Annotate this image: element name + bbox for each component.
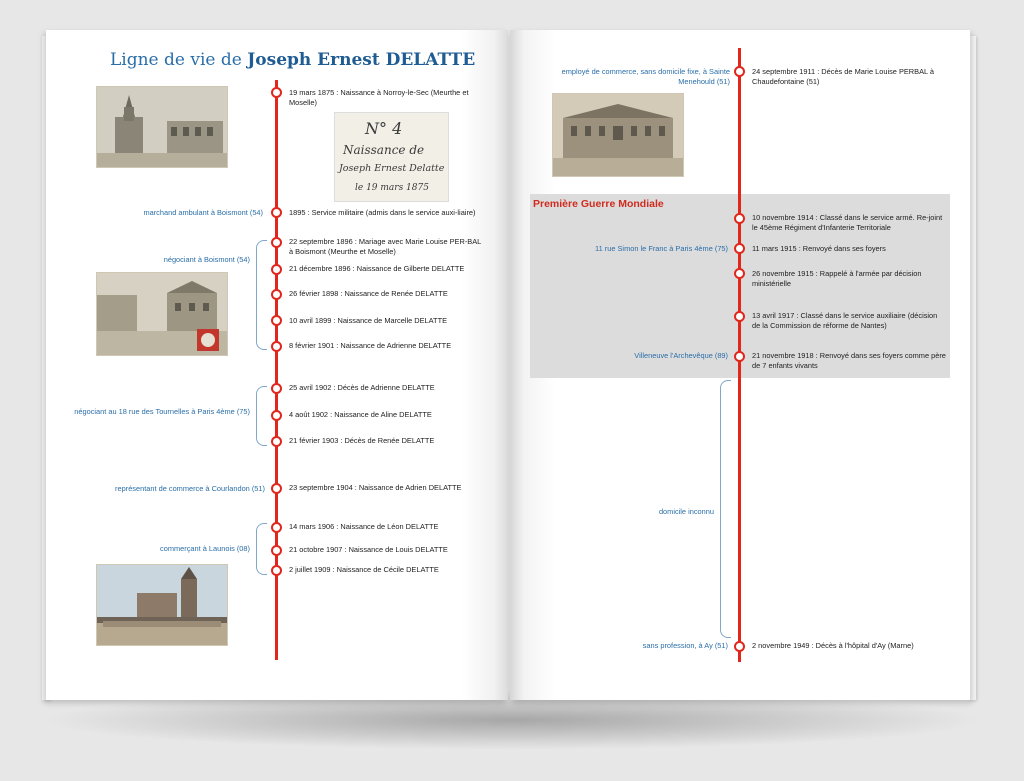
event-death: 2 novembre 1949 : Décès à l'hôpital d'Ay (Marne)	[752, 641, 914, 650]
timeline-dot	[271, 410, 282, 421]
photo-sainte-menehould	[552, 93, 684, 177]
photo-norroy-church	[96, 86, 228, 168]
photo-boismont-street	[96, 272, 228, 356]
event-death-renee: 21 février 1903 : Décès de Renée DELATTE	[289, 436, 435, 445]
event-birth-renee: 26 février 1898 : Naissance de Renée DELATTE	[289, 289, 448, 298]
timeline-dot	[734, 243, 745, 254]
event-death-adrienne: 25 avril 1902 : Décès de Adrienne DELATTE	[289, 383, 435, 392]
event-birth-cecile: 2 juillet 1909 : Naissance de Cécile DELATTE	[289, 565, 439, 574]
event-birth-adrienne: 8 février 1901 : Naissance de Adrienne DELATTE	[289, 341, 452, 350]
place-negociant-boismont: négociant à Boismont (54)	[163, 255, 250, 264]
event-death-marie-louise: 24 septembre 1911 : Décès de Marie Louise PERBAL à Chaudefontaine (51)	[752, 67, 934, 86]
place-sainte-menehould: employé de commerce, sans domicile fixe, à Sainte Menehould (51)	[561, 67, 730, 86]
event-sent-home-1918: 21 novembre 1918 : Renvoyé dans ses foyers comme père de 7 enfants vivants	[752, 351, 946, 370]
record-name: Joseph Ernest Delatte	[339, 163, 445, 174]
record-number: N° 4	[365, 119, 403, 138]
timeline-dot	[734, 66, 745, 77]
wwi-title: Première Guerre Mondiale	[533, 198, 664, 210]
event-sent-home-1915: 11 mars 1915 : Renvoyé dans ses foyers	[752, 244, 886, 253]
title-name: Joseph Ernest DELATTE	[247, 50, 476, 70]
place-simon-le-franc: 11 rue Simon le Franc à Paris 4ème (75)	[595, 244, 728, 253]
photo-birth-record	[334, 112, 449, 202]
timeline-dot	[271, 565, 282, 576]
record-date: le 19 mars 1875	[355, 183, 429, 193]
timeline-dot	[271, 436, 282, 447]
event-birth-leon: 14 mars 1906 : Naissance de Léon DELATTE	[289, 522, 439, 531]
event-armed-service: 10 novembre 1914 : Classé dans le service armé. Re-joint le 45ème Régiment d'Infanterie Territoriale	[752, 213, 943, 232]
timeline-dot	[271, 264, 282, 275]
timeline-dot	[271, 383, 282, 394]
timeline-dot	[734, 268, 745, 279]
timeline-dot	[734, 213, 745, 224]
timeline-dot	[271, 87, 282, 98]
record-heading: Naissance de	[343, 143, 425, 157]
timeline-dot	[271, 207, 282, 218]
timeline-dot	[734, 641, 745, 652]
event-birth-adrien: 23 septembre 1904 : Naissance de Adrien DELATTE	[289, 483, 462, 492]
place-ay: sans profession, à Ay (51)	[642, 641, 728, 650]
place-paris-tournelles: négociant au 18 rue des Tournelles à Paris 4ème (75)	[74, 407, 250, 416]
event-birth: 19 mars 1875 : Naissance à Norroy-le-Sec (Meurthe et Moselle)	[289, 88, 469, 107]
event-birth-marcelle: 10 avril 1899 : Naissance de Marcelle DELATTE	[289, 316, 448, 325]
period-brace	[256, 240, 267, 350]
event-marriage: 22 septembre 1896 : Mariage avec Marie Louise PER-BAL à Boismont (Meurthe et Moselle)	[289, 237, 481, 256]
timeline-dot	[734, 351, 745, 362]
timeline-dot	[271, 237, 282, 248]
event-auxiliary-service: 13 avril 1917 : Classé dans le service auxiliaire (décision de la Commission de réforme de Nantes)	[752, 311, 938, 330]
timeline-dot	[734, 311, 745, 322]
photo-launois-church	[96, 564, 228, 646]
place-villeneuve: Villeneuve l'Archevêque (89)	[634, 351, 728, 360]
period-brace	[256, 523, 267, 575]
timeline-dot	[271, 545, 282, 556]
period-brace	[256, 386, 267, 446]
place-marchand-boismont: marchand ambulant à Boismont (54)	[143, 208, 263, 217]
timeline-dot	[271, 289, 282, 300]
place-domicile-inconnu: domicile inconnu	[658, 507, 714, 516]
event-military-service: 1895 : Service militaire (admis dans le service auxi-liaire)	[289, 208, 476, 217]
title-prefix: Ligne de vie de	[110, 50, 242, 70]
period-brace	[720, 380, 731, 638]
event-birth-aline: 4 août 1902 : Naissance de Aline DELATTE	[289, 410, 432, 419]
page-title	[110, 50, 475, 70]
event-birth-louis: 21 octobre 1907 : Naissance de Louis DELATTE	[289, 545, 448, 554]
timeline-dot	[271, 522, 282, 533]
place-launois: commerçant à Launois (08)	[160, 544, 250, 553]
event-recalled: 26 novembre 1915 : Rappelé à l'armée par décision ministérielle	[752, 269, 922, 288]
place-courlandon: représentant de commerce à Courlandon (51)	[115, 484, 265, 493]
timeline-dot	[271, 341, 282, 352]
event-birth-gilberte: 21 décembre 1896 : Naissance de Gilberte DELATTE	[289, 264, 465, 273]
timeline-dot	[271, 483, 282, 494]
timeline-dot	[271, 315, 282, 326]
